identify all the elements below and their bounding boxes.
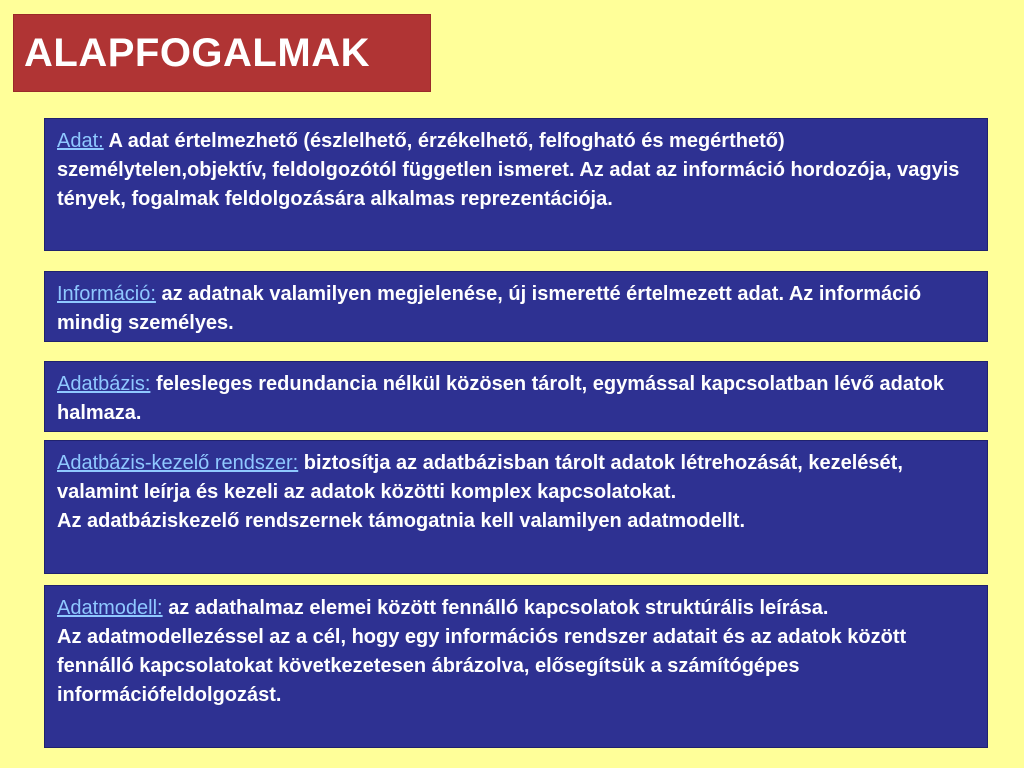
term-link-informacio[interactable]: Információ: (57, 283, 156, 305)
definition-paragraph (57, 127, 977, 214)
definition-box-informacio (44, 271, 988, 342)
title-box (13, 14, 431, 92)
definition-text: Az adatmodellezéssel az a cél, hogy egy információs rendszer adatait és az adatok között fennálló kapcsolatokat következetesen ábrázolva, elősegítsük a számítógépes információfeldolgozást. (57, 626, 907, 706)
definition-text: A adat értelmezhető (észlelhető, érzékelhető, felfogható és megérthető) személytelen,objektív, feldolgozótól független ismeret. Az adat az információ hordozója, vagyis tények, fogalmak feldolgozására alkalmas reprezentációja. (57, 130, 960, 210)
definition-text: az adathalmaz elemei között fennálló kapcsolatok struktúrális leírása. (168, 597, 829, 619)
page-title: ALAPFOGALMAK (24, 31, 370, 75)
term-link-adatbazis[interactable]: Adatbázis: (57, 373, 151, 395)
definition-box-adatbazis-kezelo-rendszer (44, 440, 988, 574)
definition-paragraph (57, 507, 977, 536)
definition-paragraph (57, 594, 977, 623)
definition-text: az adatnak valamilyen megjelenése, új ismeretté értelmezett adat. Az információ mindig személyes. (57, 283, 922, 334)
term-link-adatmodell[interactable]: Adatmodell: (57, 597, 163, 619)
definition-paragraph (57, 280, 977, 338)
term-link-adat[interactable]: Adat: (57, 130, 104, 152)
definition-box-adatmodell (44, 585, 988, 748)
definition-box-adat (44, 118, 988, 251)
definition-box-adatbazis (44, 361, 988, 432)
definition-paragraph (57, 370, 977, 428)
definition-text: Az adatbáziskezelő rendszernek támogatnia kell valamilyen adatmodellt. (57, 510, 746, 532)
definition-paragraph (57, 623, 977, 710)
definition-paragraph (57, 449, 977, 507)
definition-text: felesleges redundancia nélkül közösen tárolt, egymással kapcsolatban lévő adatok halmaza. (57, 373, 945, 424)
definition-text: biztosítja az adatbázisban tárolt adatok létrehozását, kezelését, valamint leírja és kezeli az adatok közötti komplex kapcsolatokat. (57, 452, 903, 503)
term-link-adatbazis-kezelo-rendszer[interactable]: Adatbázis-kezelő rendszer: (57, 452, 299, 474)
